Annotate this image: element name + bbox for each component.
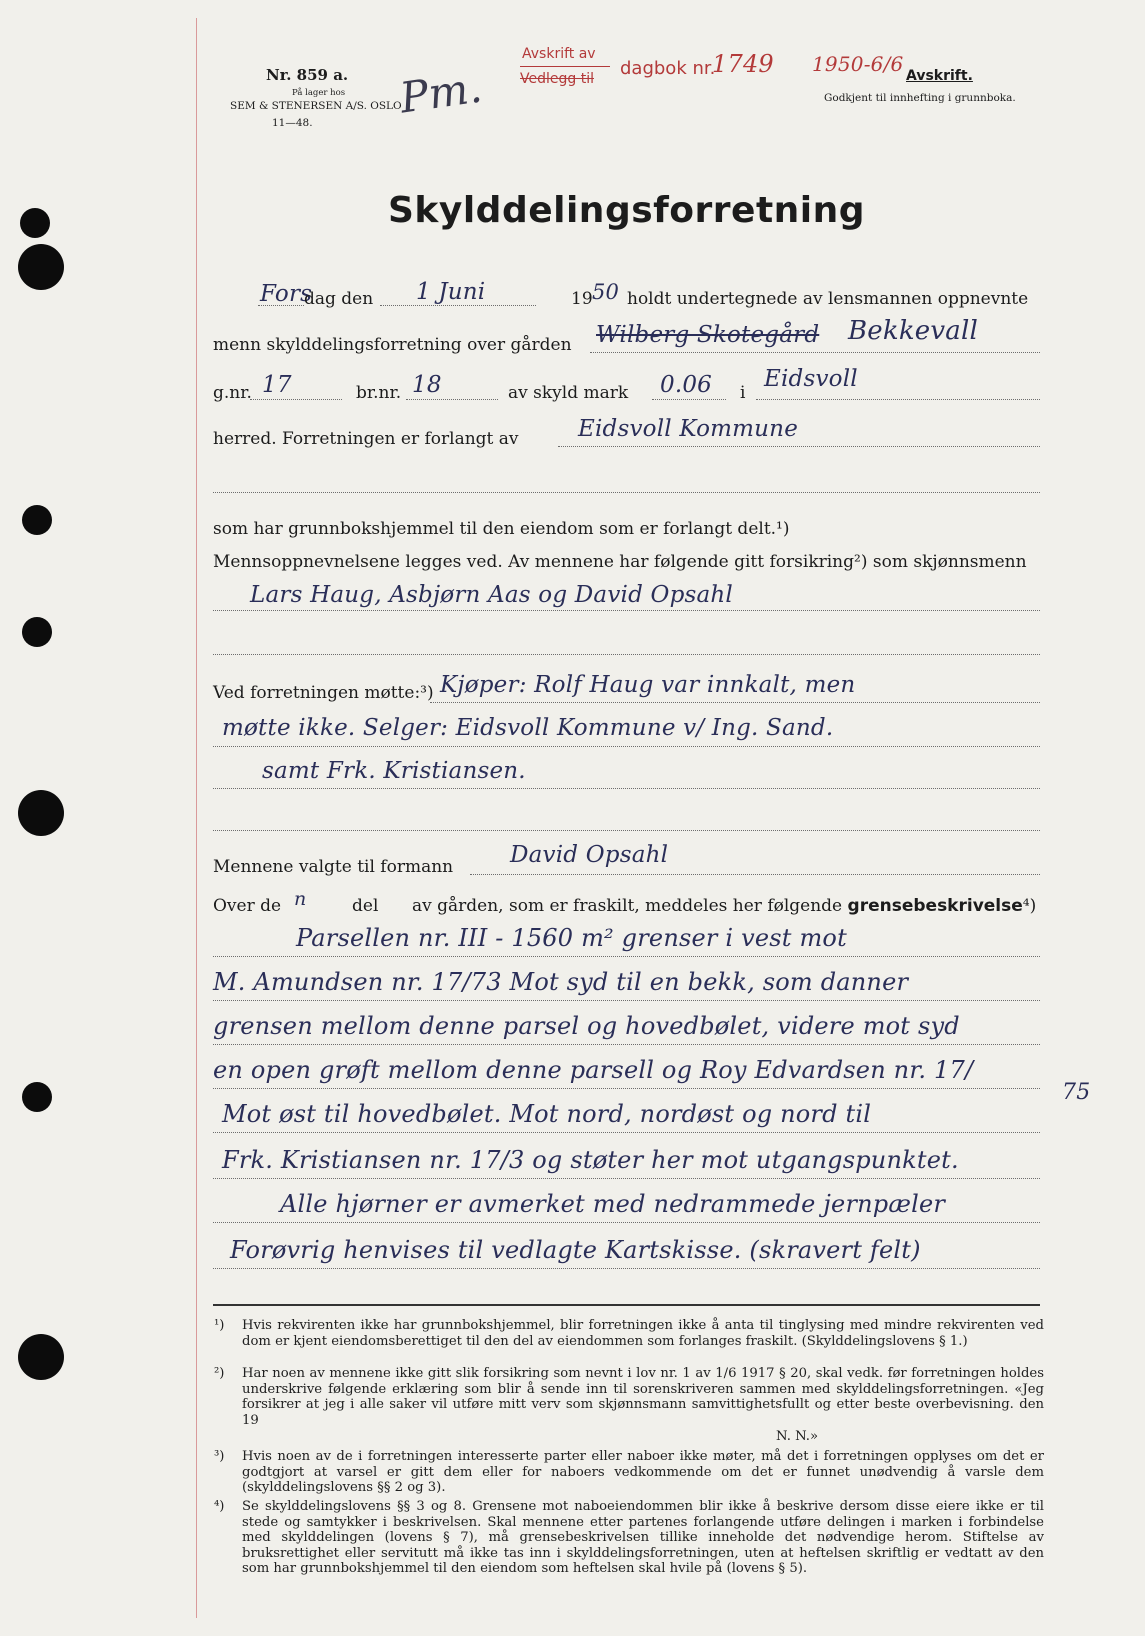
fill-line [652,399,726,400]
fill-line [213,492,1040,493]
fill-line [213,746,1040,747]
date-handwritten: 1 Juni [416,279,486,305]
binder-hole [18,1334,64,1380]
brnr-handwritten: 18 [412,372,442,398]
fill-line [258,305,304,306]
footnote [214,1449,1044,1496]
fill-line [250,399,342,400]
footnote-divider [213,1304,1040,1306]
year-handwritten: 50 [592,280,620,304]
attended-line: samt Frk. Kristiansen. [262,758,526,784]
skyld-handwritten: 0.06 [660,372,713,398]
in-label: i [740,383,746,403]
line5-text: som har grunnbokshjemmel til den eiendom som er forlangt delt.¹) [213,519,790,539]
gnr-handwritten: 17 [262,372,292,398]
footnote [214,1499,1044,1577]
over-de-label: Over de [213,896,282,916]
footnote [214,1366,1044,1428]
diary-number: 1749 [712,50,774,78]
fill-line [213,1044,1040,1045]
attended-line: Kjøper: Rolf Haug var innkalt, men [440,672,856,698]
copy-label: Avskrift. [906,68,973,84]
stamp-rule [520,66,610,67]
municipality-handwritten: Eidsvoll [764,366,858,392]
boundary-line: M. Amundsen nr. 17/73 Mot syd til en bekk, som danner [213,968,909,996]
binder-hole [18,790,64,836]
chair-label: Mennene valgte til formann [213,857,454,877]
farm-name-handwritten: Bekkevall [848,316,979,346]
footnote-text: Hvis rekvirenten ikke har grunnbokshjemmel, blir forretningen ikke å anta til tinglysing med mindre rekvirenten ved dom er kjent eiendomsberettiget til den del av eiendommen som forlanges fraskilt. (Skylddelingslovens § 1.) [242,1318,1044,1349]
fill-line [213,1132,1040,1133]
fill-line [213,654,1040,655]
footnote-text: Se skylddelingslovens §§ 3 og 8. Grensene mot naboeiendommen blir ikke å beskrive dersom disse eiere ikke er til stede og samtykker i beskrivelsen. Skal mennene etter partenes forlangende utføre delingen i marken i forbindelse med skylddelingen (lovens § 7), må grensebeskrivelsen tillike inneholde det nødvendige herom. Stiftelse av bruksrettighet eller servitutt må ikke tas inn i skylddelingsforretningen, uten at heftelsen skriftlig er vedtatt av den som har grunnbokshjemmel til den eiendom som heftelsen skal hvile på (lovens § 5). [242,1499,1044,1577]
footnote-signature: N. N.» [776,1429,819,1444]
line1-text: holdt undertegnede av lensmannen oppnevnte [627,289,1029,309]
footnote-number: ¹) [214,1318,225,1333]
boundary-line: Frk. Kristiansen nr. 17/3 og støter her mot utgangspunktet. [222,1146,959,1174]
boundary-line: Forøvrig henvises til vedlagte Kartskisse. (skravert felt) [230,1236,921,1264]
fill-line [213,1222,1040,1223]
approval-note: Godkjent til innhefting i grunnboka. [824,92,1016,104]
initials-signature: Pm. [396,62,486,123]
footnote-number: ³) [214,1449,225,1464]
stock-note: På lager hos [292,88,346,98]
chairman-handwritten: David Opsahl [510,842,669,868]
footnote-text: Hvis noen av de i forretningen interesserte parter eller naboer ikke møter, må det i forretningen opplyses om det er godtgjort at varsel er gitt dem eller for naboers vedkommende om det er funnet unødvendig å varsle dem (skylddelingslovens §§ 2 og 3). [242,1449,1044,1496]
boundary-line: Parsellen nr. III - 1560 m² grenser i vest mot [296,924,847,952]
binder-hole [20,208,50,238]
binder-hole [22,617,52,647]
boundary-line: grensen mellom denne parsel og hovedbølet, videre mot syd [213,1012,960,1040]
gnr-label: g.nr. [213,383,252,403]
requested-by-handwritten: Eidsvoll Kommune [578,416,799,442]
brnr-label: br.nr. [356,383,402,403]
del-label: del [352,896,379,916]
binder-hole [22,1082,52,1112]
form-number: Nr. 859 a. [266,66,349,84]
fill-line [406,399,498,400]
boundary-intro-bold: grensebeskrivelse [847,896,1023,916]
edition: 11—48. [272,117,313,129]
fill-line [756,399,1040,400]
fill-line [213,1268,1040,1269]
line4-text: herred. Forretningen er forlangt av [213,429,519,449]
attended-label: Ved forretningen møtte:³) [213,683,434,703]
fill-line [430,702,1040,703]
line2-text: menn skylddelingsforretning over gården [213,335,572,355]
fill-line [213,1178,1040,1179]
over-de-handwritten: n [294,888,307,910]
page-title: Skylddelingsforretning [388,190,866,231]
boundary-line: Mot øst til hovedbølet. Mot nord, nordøst og nord til [222,1100,872,1128]
boundary-intro-sup: ⁴) [1022,896,1037,916]
copy-stamp-line1: Avskrift av [522,46,596,62]
fill-line [213,1088,1040,1089]
place-handwritten: Fors [260,281,313,307]
fill-line [590,352,1040,353]
fill-line [470,874,1040,875]
margin-note: 75 [1062,1080,1091,1105]
fill-line [213,830,1040,831]
skyld-label: av skyld mark [508,383,629,403]
year-date: 1950-6/6 [812,52,904,76]
footnote-text: Har noen av mennene ikke gitt slik forsikring som nevnt i lov nr. 1 av 1/6 1917 § 20, skal vedk. før forretningen holdes underskrive følgende erklæring som blir å sende inn til sorenskriveren sammen med skylddelingsforretningen. «Jeg forsikrer at jeg i alle saker vil utføre mitt verv som skjønnsmann samvittighetsfullt og etter beste overbevisning. den 19 [242,1366,1044,1428]
binder-hole [18,244,64,290]
copy-stamp-line3: dagbok nr. [620,58,716,79]
boundary-intro-main: av gården, som er fraskilt, meddeles her følgende [412,896,843,916]
publisher: SEM & STENERSEN A/S. OSLO [230,100,402,112]
struck-farm-name: Wilberg Skotegård [596,322,820,348]
footnote-number: ⁴) [214,1499,225,1514]
boundary-line: Alle hjørner er avmerket med nedrammede jernpæler [280,1190,946,1218]
boundary-line: en open grøft mellom denne parsell og Roy Edvardsen nr. 17/ [213,1056,974,1084]
fill-line [213,1000,1040,1001]
dag-label: dag den [304,289,374,309]
fill-line [213,956,1040,957]
footnote-number: ²) [214,1366,225,1381]
fill-line [558,446,1040,447]
boundary-intro-text [412,896,1036,916]
margin-rule [196,18,197,1618]
copy-stamp-line2: Vedlegg til [520,71,594,87]
fill-line [213,788,1040,789]
appraisers-handwritten: Lars Haug, Asbjørn Aas og David Opsahl [250,582,733,608]
attended-line: møtte ikke. Selger: Eidsvoll Kommune v/ Ing. Sand. [222,715,834,741]
fill-line [380,305,536,306]
line6-text: Mennsoppnevnelsene legges ved. Av mennene har følgende gitt forsikring²) som skjønnsmenn [213,552,1027,572]
year-prefix: 19 [571,289,593,309]
fill-line [213,610,1040,611]
binder-hole [22,505,52,535]
footnote [214,1318,1044,1349]
